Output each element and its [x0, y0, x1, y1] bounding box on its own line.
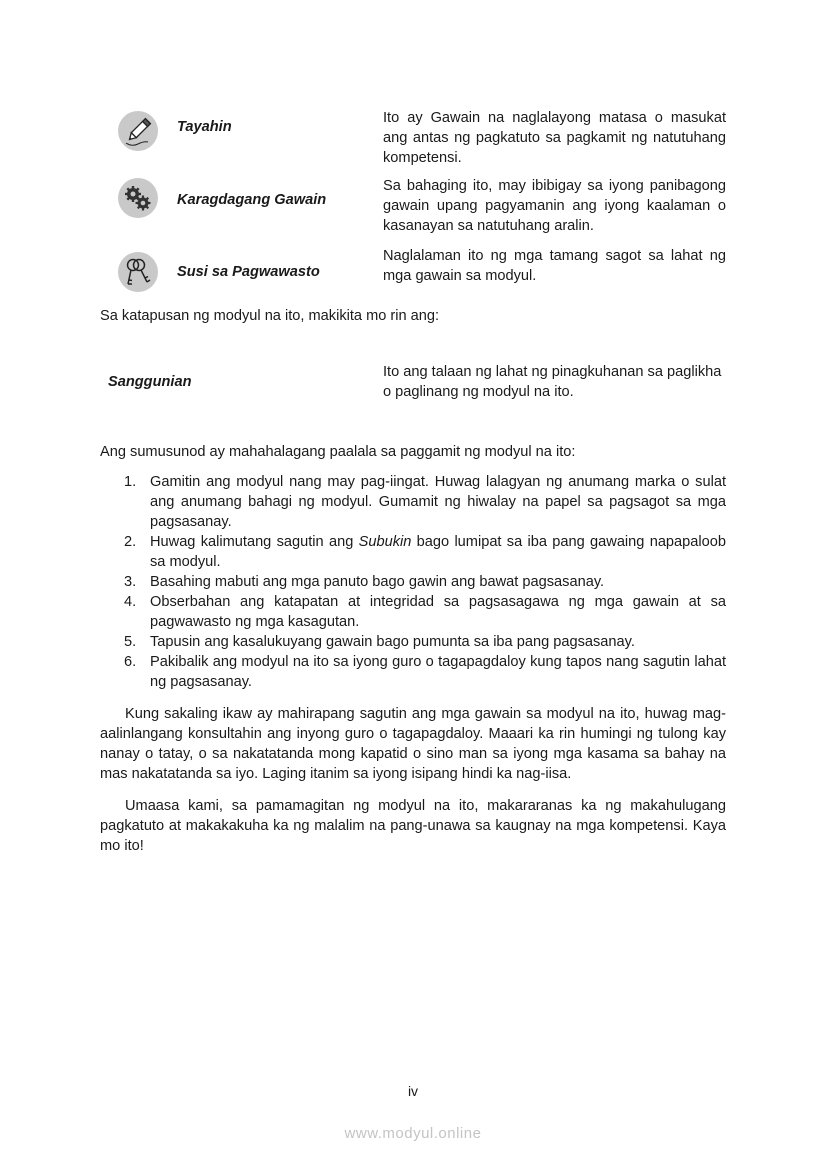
- reminder-item: [100, 652, 726, 692]
- reminder-item: [100, 592, 726, 632]
- reminder-text: Basahing mabuti ang mga panuto bago gawin ang bawat pagsasanay.: [150, 574, 605, 590]
- reminder-number: 3.: [124, 574, 137, 590]
- reminder-text: Tapusin ang kasalukuyang gawain bago pumunta sa iba pang pagsasanay.: [150, 634, 635, 650]
- closing-paragraph: Umaasa kami, sa pamamagitan ng modyul na ito, makararanas ka ng makahulugang pagkatuto at makakakuha ka ng malalim na pang-unawa sa kaugnay na mga kompetensi. Kaya mo ito!: [100, 798, 726, 854]
- reminder-number: 5.: [124, 634, 137, 650]
- reminder-text-emphasis: Subukin: [358, 534, 412, 550]
- reminder-text: Pakibalik ang modyul na ito sa iyong guro o tagapagdaloy kung tapos nang sagutin lahat ng pagsasanay.: [150, 654, 726, 690]
- page-number: iv: [407, 1083, 419, 1099]
- gears-icon: [118, 178, 158, 218]
- reminder-text: Obserbahan ang katapatan at integridad sa pagsasagawa ng mga gawain at sa pagwawasto ng mga kasagutan.: [150, 594, 726, 630]
- legend-description: Naglalaman ito ng mga tamang sagot sa lahat ng mga gawain sa modyul.: [383, 248, 726, 284]
- reminder-text: Gamitin ang modyul nang may pag-iingat. Huwag lalagyan ng anumang marka o sulat ang anumang bahagi ng modyul. Gumamit ng hiwalay na papel sa pagsagot sa mga pagsasanay.: [150, 474, 726, 530]
- legend-description: Ito ay Gawain na naglalayong matasa o masukat ang antas ng pagkatuto sa pagkamit ng natutuhang kompetensi.: [383, 110, 726, 166]
- reference-term: Sanggunian: [108, 374, 192, 390]
- reminder-text-before: Huwag kalimutang sagutin ang: [150, 534, 359, 550]
- reminders-intro: Ang sumusunod ay mahahalagang paalala sa paggamit ng modyul na ito:: [100, 444, 576, 460]
- reminder-item: [100, 472, 726, 532]
- reminder-number: 1.: [124, 474, 137, 490]
- legend-term: Tayahin: [177, 119, 232, 135]
- legend-term: Susi sa Pagwawasto: [177, 264, 320, 280]
- help-paragraph: Kung sakaling ikaw ay mahirapang sagutin ang mga gawain sa modyul na ito, huwag mag-aalinlangang konsultahin ang inyong guro o tagapagdaloy. Maaari ka rin humingi ng tulong kay nanay o tatay, o sa nakatatanda mong kapatid o sino man sa iyong mga kasama sa bahay na mas nakatatanda sa iyo. Laging itanim sa iyong isipang hindi ka nag-iisa.: [100, 706, 726, 782]
- reminder-text-after: bago lumipat sa iba pang gawaing napapaloob sa modyul.: [150, 534, 726, 570]
- reminder-item: [100, 572, 726, 592]
- legend-description: Sa bahaging ito, may ibibigay sa iyong panibagong gawain upang pagyamanin ang iyong kaalaman o kasanayan sa natutuhang aralin.: [383, 178, 726, 234]
- reminders-list: [100, 472, 726, 692]
- reminder-item: [100, 532, 726, 572]
- legend-term: Karagdagang Gawain: [177, 192, 327, 208]
- reminder-item: [100, 632, 726, 652]
- reminder-number: 6.: [124, 654, 137, 670]
- reminder-number: 2.: [124, 534, 137, 550]
- keys-icon: [118, 252, 158, 292]
- watermark-url: www.modyul.online: [344, 1125, 482, 1142]
- reference-description: Ito ang talaan ng lahat ng pinagkuhanan sa paglikha o paglinang ng modyul na ito.: [383, 364, 722, 400]
- reminder-number: 4.: [124, 594, 137, 610]
- pencil-icon: [118, 111, 158, 151]
- end-section-intro: Sa katapusan ng modyul na ito, makikita mo rin ang:: [100, 308, 440, 324]
